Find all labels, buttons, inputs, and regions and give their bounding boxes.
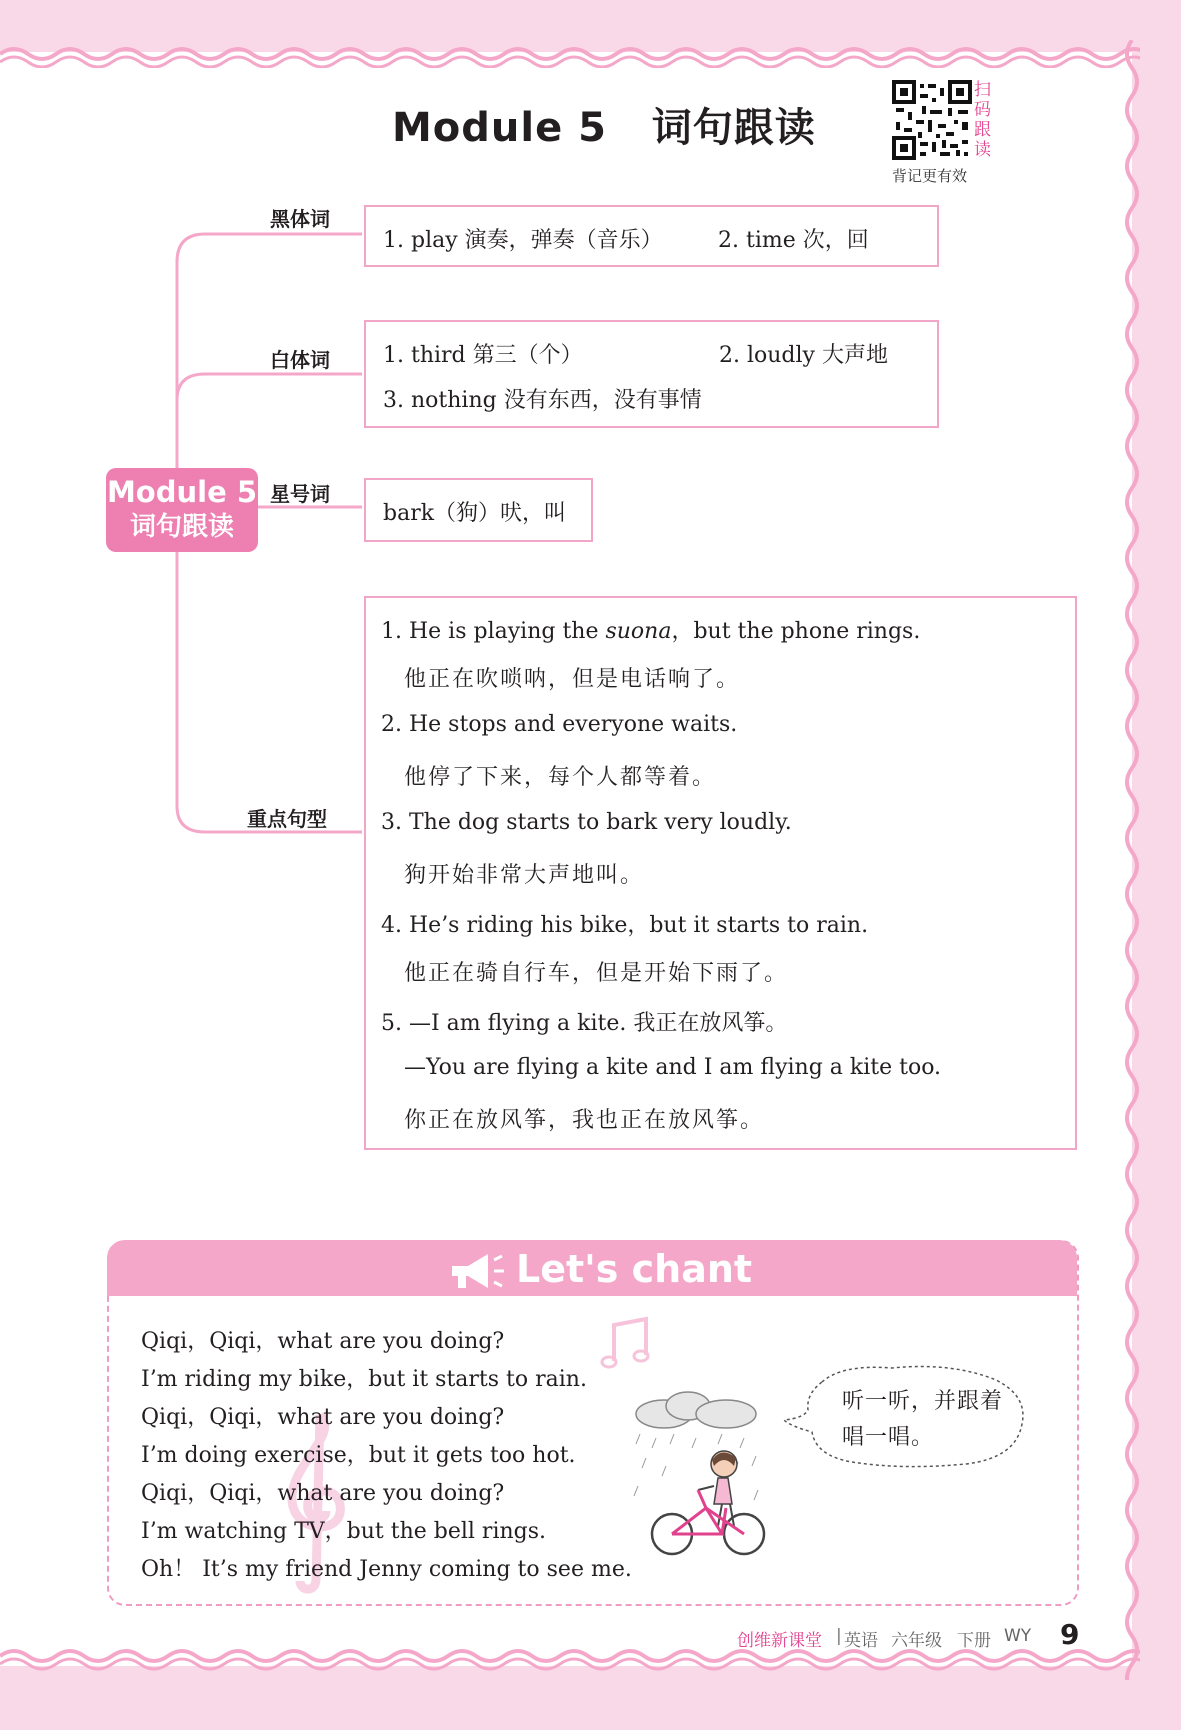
sentence-en: 5. —I am flying a kite. 我正在放风筝。 [381,1011,788,1036]
sentence-cn: 狗开始非常大声地叫。 [404,863,645,888]
page-title: Module 5 词句跟读 [392,105,816,151]
footer-brand: 创维新课堂 [737,1631,822,1651]
sentence-en: 3. The dog starts to bark very loudly. [381,810,792,835]
bold-word-item: 2. time 次，回 [718,228,869,253]
mindmap-center-node: Module 5 词句跟读 [106,468,258,552]
plain-words-box [364,320,939,428]
megaphone-icon [446,1250,506,1292]
sentence-en: 2. He stops and everyone waits. [381,712,738,737]
chant-line: I’m riding my bike，but it starts to rain. [141,1367,587,1392]
chant-line: I’m doing exercise，but it gets too hot. [141,1443,576,1468]
girl-riding-bike-in-rain-illustration [626,1386,776,1562]
branch-label-plain-words: 白体词 [270,348,330,372]
chant-title: Let's chant [516,1247,753,1291]
footer-edition: WY [1004,1626,1032,1646]
chant-line: Oh！ It’s my friend Jenny coming to see me. [141,1557,632,1582]
sentence-en: 4. He’s riding his bike，but it starts to rain. [381,913,869,938]
bold-words-box [364,205,939,267]
footer-subject: 英语 [844,1631,878,1651]
star-words-box [364,478,593,542]
sentence-cn: 他正在骑自行车，但是开始下雨了。 [404,961,789,986]
chant-line: Qiqi，Qiqi，what are you doing? [141,1329,505,1354]
speech-bubble [782,1362,1030,1472]
sentence-en: 1. He is playing the suona，but the phone rings. [381,619,921,644]
qr-caption: 背记更有效 [892,167,968,185]
qr-side-text: 扫 码 跟 读 [974,80,991,160]
sentence-cn: 你正在放风筝，我也正在放风筝。 [404,1108,765,1133]
star-word-item: bark（狗）吠，叫 [383,501,567,526]
footer-volume: 下册 [957,1631,991,1651]
chant-line: I’m watching TV，but the bell rings. [141,1519,547,1544]
sentence-en: —You are flying a kite and I am flying a kite too. [404,1055,942,1080]
branch-label-star-words: 星号词 [270,482,330,506]
plain-word-item: 1. third 第三（个） [383,343,583,368]
chant-line: Qiqi，Qiqi，what are you doing? [141,1405,505,1430]
bold-word-item: 1. play 演奏，弹奏（音乐） [383,228,663,253]
plain-word-item: 3. nothing 没有东西，没有事情 [383,388,702,413]
chant-line: Qiqi，Qiqi，what are you doing? [141,1481,505,1506]
plain-word-item: 2. loudly 大声地 [719,343,888,368]
sentence-cn: 他停了下来，每个人都等着。 [404,765,717,790]
footer-grade: 六年级 [891,1631,942,1651]
page-number: 9 [1060,1618,1080,1651]
branch-label-key-sentences: 重点句型 [247,807,327,831]
sentence-cn: 他正在吹唢呐，但是电话响了。 [404,667,741,692]
bubble-text-line-2: 唱一唱。 [842,1425,935,1450]
branch-label-bold-words: 黑体词 [270,207,330,231]
bubble-text-line-1: 听一听，并跟着 [842,1389,1004,1414]
music-note-icon [600,1315,656,1373]
footer-separator: | [836,1626,842,1646]
